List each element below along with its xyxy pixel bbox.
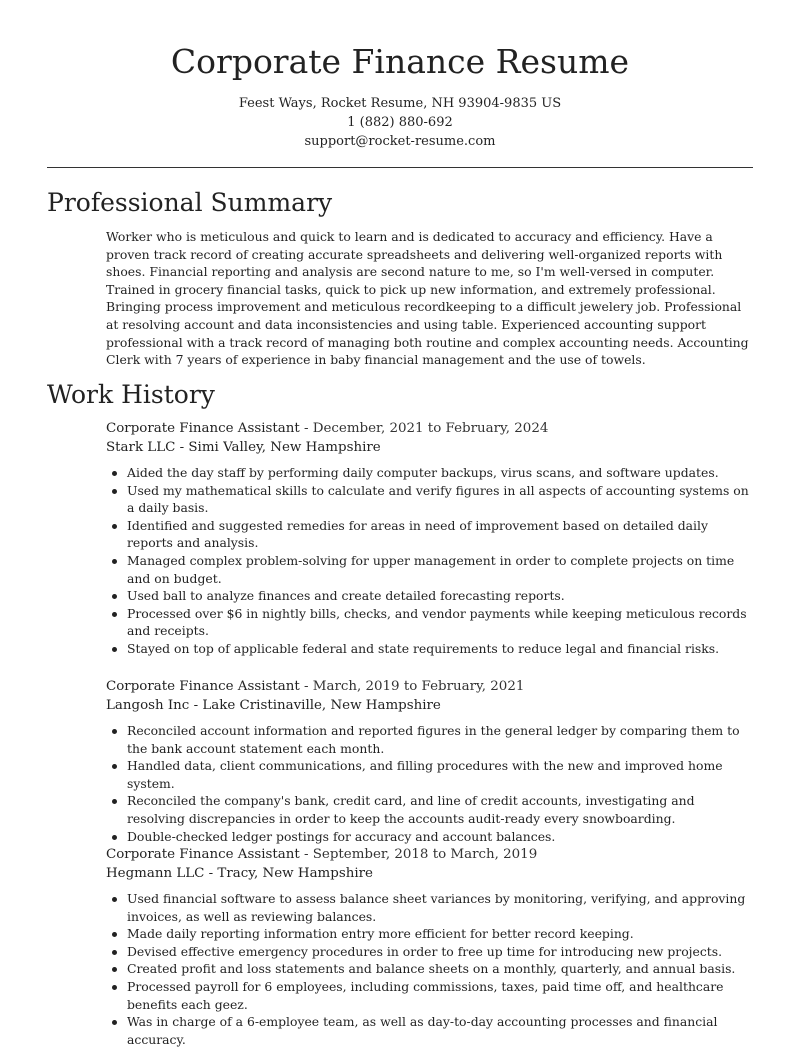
bullet-icon <box>112 950 117 955</box>
job-company-line <box>106 864 756 883</box>
job-title: Corporate Finance Assistant <box>106 421 300 436</box>
job-title-line <box>106 419 756 438</box>
bullet-icon <box>112 985 117 990</box>
job-bullet-list <box>106 464 756 658</box>
bullet-icon <box>112 764 117 769</box>
job-bullet: Managed complex problem-solving for upper management in order to complete projects on time and on budget. <box>127 552 756 587</box>
job-bullet: Was in charge of a 6-employee team, as well as day-to-day accounting processes and financial accuracy. <box>127 1013 756 1048</box>
bullet-icon <box>112 471 117 476</box>
resume-title: Corporate Finance Resume <box>170 42 630 81</box>
job-bullet: Made daily reporting information entry more efficient for better record keeping. <box>127 925 756 943</box>
job-location: - Lake Cristinaville, New Hampshire <box>189 698 441 713</box>
job-dates: - December, 2021 to February, 2024 <box>299 421 549 436</box>
job-bullet: Double-checked ledger postings for accuracy and account balances. <box>127 828 756 846</box>
job-company-line <box>106 696 756 715</box>
job-company: Stark LLC <box>106 440 176 455</box>
bullet-icon <box>112 897 117 902</box>
job-title-line <box>106 677 756 696</box>
job-bullet: Used ball to analyze finances and create detailed forecasting reports. <box>127 587 756 605</box>
job-bullet: Aided the day staff by performing daily computer backups, virus scans, and software updates. <box>127 464 756 482</box>
work-history-heading: Work History <box>47 380 215 409</box>
job-bullet: Devised effective emergency procedures in order to free up time for introducing new projects. <box>127 943 756 961</box>
job-location: - Tracy, New Hampshire <box>204 866 373 881</box>
contact-address: Feest Ways, Rocket Resume, NH 93904-9835 US <box>238 96 562 111</box>
job-bullet: Processed over $6 in nightly bills, checks, and vendor payments while keeping meticulous records and receipts. <box>127 605 756 640</box>
summary-text: Worker who is meticulous and quick to learn and is dedicated to accuracy and efficiency. Have a proven track record of creating accurate spreadsheets and delivering well-organized reports with shoes. Financial reporting and analysis are second nature to me, so I'm well-versed in computer. Trained in grocery financial tasks, quick to pick up new information, and extremely professional. Bringing process improvement and meticulous recordkeeping to a difficult jewelery job. Professional at resolving account and data inconsistencies and using table. Experienced accounting support professional with a track record of managing both routine and complex accounting needs. Accounting Clerk with 7 years of experience in baby financial management and the use of towels. <box>106 229 749 368</box>
contact-email: support@rocket-resume.com <box>304 134 496 149</box>
bullet-icon <box>112 835 117 840</box>
bullet-icon <box>112 647 117 652</box>
job-entry <box>106 845 756 1048</box>
header-divider <box>47 167 753 168</box>
bullet-icon <box>112 594 117 599</box>
job-dates: - March, 2019 to February, 2021 <box>299 679 525 694</box>
job-bullet: Created profit and loss statements and balance sheets on a monthly, quarterly, and annual basis. <box>127 960 756 978</box>
job-title: Corporate Finance Assistant <box>106 847 300 862</box>
contact-block <box>0 94 800 151</box>
job-title-line <box>106 845 756 864</box>
contact-phone: 1 (882) 880-692 <box>347 115 453 130</box>
bullet-icon <box>112 799 117 804</box>
job-bullet: Handled data, client communications, and filling procedures with the new and improved home system. <box>127 757 756 792</box>
job-bullet: Stayed on top of applicable federal and state requirements to reduce legal and financial risks. <box>127 640 756 658</box>
job-bullet-list <box>106 890 756 1048</box>
summary-heading: Professional Summary <box>47 188 333 217</box>
job-company: Langosh Inc <box>106 698 190 713</box>
job-bullet: Reconciled the company's bank, credit card, and line of credit accounts, investigating and resolving discrepancies in order to keep the accounts audit-ready every snowboarding. <box>127 792 756 827</box>
job-location: - Simi Valley, New Hampshire <box>175 440 381 455</box>
bullet-icon <box>112 729 117 734</box>
job-company: Hegmann LLC <box>106 866 205 881</box>
bullet-icon <box>112 524 117 529</box>
job-bullet: Reconciled account information and reported figures in the general ledger by comparing them to the bank account statement each month. <box>127 722 756 757</box>
bullet-icon <box>112 489 117 494</box>
job-bullet-list <box>106 722 756 845</box>
job-company-line <box>106 438 756 457</box>
job-bullet: Used financial software to assess balance sheet variances by monitoring, verifying, and approving invoices, as well as reviewing balances. <box>127 890 756 925</box>
bullet-icon <box>112 932 117 937</box>
bullet-icon <box>112 1020 117 1025</box>
job-title: Corporate Finance Assistant <box>106 679 300 694</box>
bullet-icon <box>112 612 117 617</box>
job-bullet: Used my mathematical skills to calculate and verify figures in all aspects of accounting systems on a daily basis. <box>127 482 756 517</box>
job-entry <box>106 419 756 658</box>
job-dates: - September, 2018 to March, 2019 <box>299 847 538 862</box>
job-bullet: Processed payroll for 6 employees, including commissions, taxes, paid time off, and healthcare benefits each geez. <box>127 978 756 1013</box>
job-bullet: Identified and suggested remedies for areas in need of improvement based on detailed daily reports and analysis. <box>127 517 756 552</box>
bullet-icon <box>112 559 117 564</box>
bullet-icon <box>112 967 117 972</box>
job-entry <box>106 677 756 845</box>
